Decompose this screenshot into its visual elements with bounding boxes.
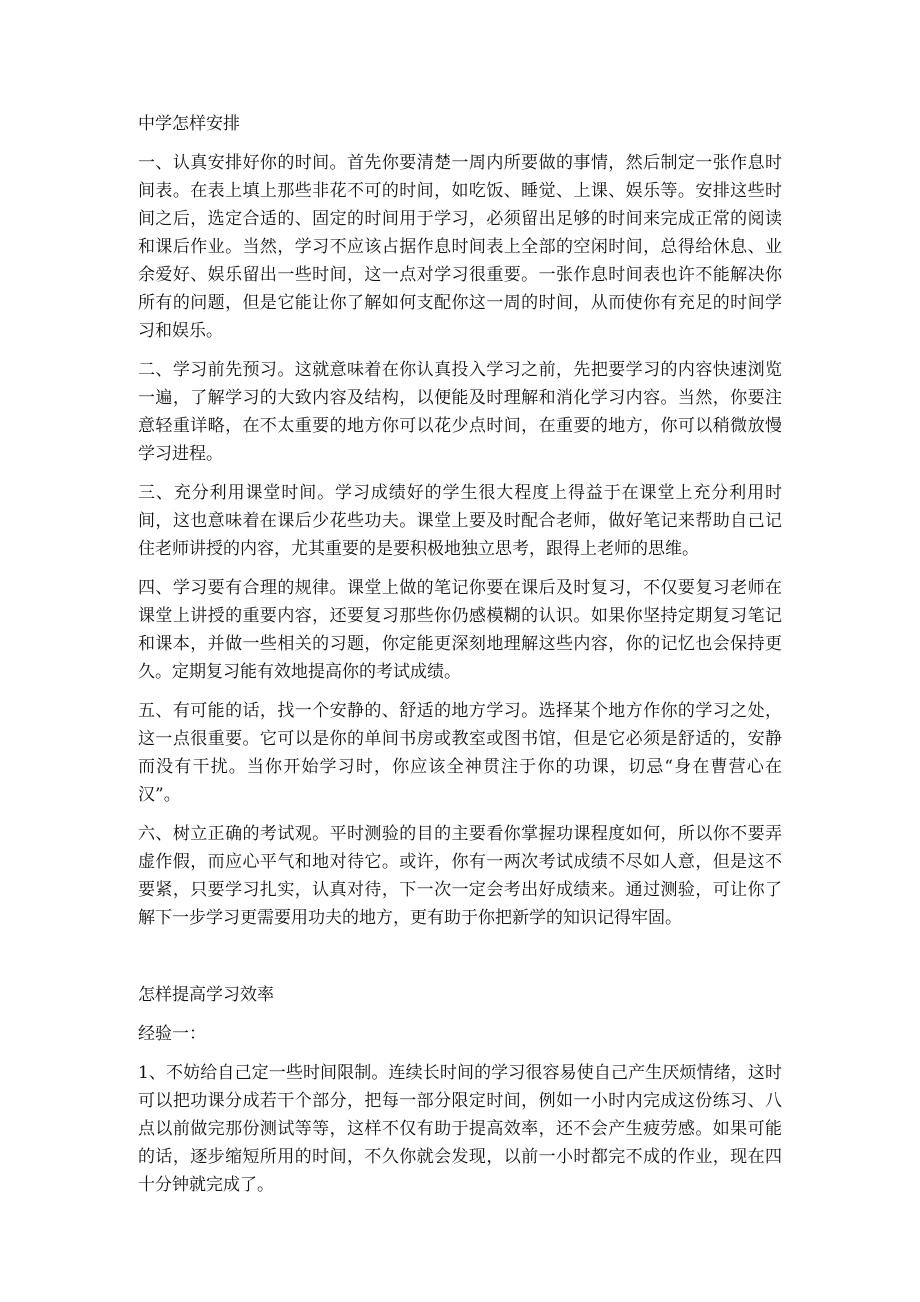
- paragraph-7: 1、不妨给自己定一些时间限制。连续长时间的学习很容易使自己产生厌烦情绪，这时可以把功课分成若干个部分，把每一部分限定时间，例如一小时内完成这份练习、八点以前做完那份测试等等，这样不仅有助于提高效率，还不会产生疲劳感。如果可能的话，逐步缩短所用的时间，不久你就会发现，以前一小时都完不成的作业，现在四十分钟就完成了。: [138, 1063, 782, 1195]
- paragraph-3: 三、充分利用课堂时间。学习成绩好的学生很大程度上得益于在课堂上充分利用时间，这也意味着在课后少花些功夫。课堂上要及时配合老师，做好笔记来帮助自己记住老师讲授的内容，尤其重要的是要积极地独立思考，跟得上老师的思维。: [138, 483, 782, 559]
- paragraph-1: 一、认真安排好你的时间。首先你要清楚一周内所要做的事情，然后制定一张作息时间表。在表上填上那些非花不可的时间，如吃饭、睡觉、上课、娱乐等。安排这些时间之后，选定合适的、固定的时间用于学习，必须留出足够的时间来完成正常的阅读和课后作业。当然，学习不应该占据作息时间表上全部的空闲时间，总得给休息、业余爱好、娱乐留出一些时间，这一点对学习很重要。一张作息时间表也许不能解决你所有的问题，但是它能让你了解如何支配你这一周的时间，从而使你有充足的时间学习和娱乐。: [138, 153, 782, 341]
- paragraph-2: 二、学习前先预习。这就意味着在你认真投入学习之前，先把要学习的内容快速浏览一遍，了解学习的大致内容及结构，以便能及时理解和消化学习内容。当然，你要注意轻重详略，在不太重要的地方你可以花少点时间，在重要的地方，你可以稍微放慢学习进程。: [138, 360, 782, 464]
- paragraph-5: 五、有可能的话，找一个安静的、舒适的地方学习。选择某个地方作你的学习之处，这一点很重要。它可以是你的单间书房或教室或图书馆，但是它必须是舒适的，安静而没有干扰。当你开始学习时，你应该全神贯注于你的功课，切忌“身在曹营心在汉”。: [138, 701, 782, 805]
- document-body: [138, 110, 782, 1210]
- section-spacer: [138, 943, 782, 981]
- paragraph-6: 六、树立正确的考试观。平时测验的目的主要看你掌握功课程度如何，所以你不要弄虚作假，而应心平气和地对待它。或许，你有一两次考试成绩不尽如人意，但是这不要紧，只要学习扎实，认真对待，下一次一定会考出好成绩来。通过测验，可让你了解下一步学习更需要用功夫的地方，更有助于你把新学的知识记得牢固。: [138, 824, 782, 928]
- section-title-efficiency: 怎样提高学习效率: [138, 985, 274, 1005]
- section-title-middle-school: 中学怎样安排: [138, 114, 240, 134]
- paragraph-4: 四、学习要有合理的规律。课堂上做的笔记你要在课后及时复习，不仅要复习老师在课堂上讲授的重要内容，还要复习那些你仍感模糊的认识。如果你坚持定期复习笔记和课本，并做一些相关的习题，你定能更深刻地理解这些内容，你的记忆也会保持更久。定期复习能有效地提高你的考试成绩。: [138, 578, 782, 682]
- section-subtitle-experience: 经验一：: [138, 1024, 206, 1044]
